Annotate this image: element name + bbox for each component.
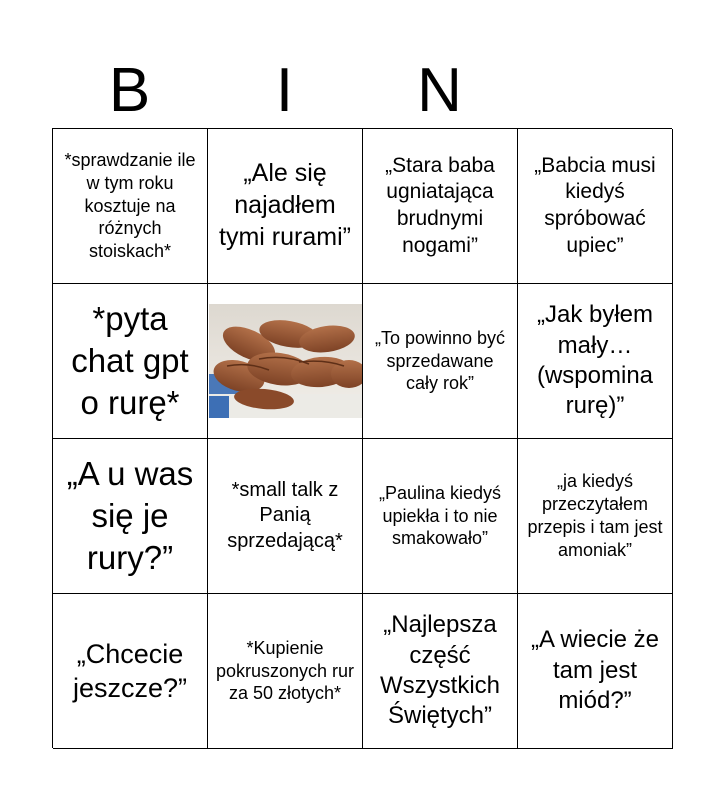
bingo-cell[interactable] <box>518 284 673 439</box>
cell-text: *pyta chat gpt o rurę* <box>71 300 189 421</box>
rury-photo <box>209 304 362 418</box>
bingo-cell-image[interactable] <box>208 284 363 439</box>
cell-text: „A u was się je rury?” <box>66 455 194 576</box>
bingo-cell[interactable] <box>53 439 208 594</box>
bingo-cell[interactable] <box>208 439 363 594</box>
cell-text: *sprawdzanie ile w tym roku kosztuje na różnych stoiskach* <box>64 149 196 262</box>
cell-text: „Babcia musi kiedyś spróbować upiec” <box>534 153 656 257</box>
bingo-cell[interactable] <box>53 594 208 749</box>
header-letter-n: N <box>417 56 462 125</box>
bingo-cell[interactable] <box>518 439 673 594</box>
bingo-grid <box>52 128 672 748</box>
cell-text: „Chcecie jeszcze?” <box>72 638 188 703</box>
bingo-cell[interactable] <box>208 594 363 749</box>
cell-text: *Kupienie pokruszonych rur za 50 złotych* <box>215 637 355 704</box>
header-letter-b: B <box>108 56 151 125</box>
cell-text: „To powinno być sprzedawane cały rok” <box>374 327 506 394</box>
cell-text: „Ale się najadłem tymi rurami” <box>219 159 351 251</box>
bingo-cell[interactable] <box>518 594 673 749</box>
cell-text: „Paulina kiedyś upiekła i to nie smakowało” <box>378 482 502 549</box>
cell-text: „A wiecie że tam jest miód?” <box>530 626 660 715</box>
bingo-cell[interactable] <box>363 129 518 284</box>
bingo-cell[interactable] <box>363 439 518 594</box>
cell-text: „Najlepsza część Wszystkich Świętych” <box>380 611 500 730</box>
bingo-cell[interactable] <box>53 284 208 439</box>
cell-text: *small talk z Panią sprzedającą* <box>227 478 343 552</box>
header-letter-i: I <box>275 56 294 125</box>
bingo-cell[interactable] <box>518 129 673 284</box>
bingo-cell[interactable] <box>208 129 363 284</box>
cell-text: „Stara baba ugniatająca brudnymi nogami” <box>385 153 495 257</box>
bingo-cell[interactable] <box>363 284 518 439</box>
bingo-cell[interactable] <box>53 129 208 284</box>
cell-text: „ja kiedyś przeczytałem przepis i tam jest amoniak” <box>527 471 663 560</box>
bingo-cell[interactable] <box>363 594 518 749</box>
bingo-header <box>52 55 672 127</box>
cell-text: „Jak byłem mały… (wspomina rurę)” <box>536 301 654 420</box>
